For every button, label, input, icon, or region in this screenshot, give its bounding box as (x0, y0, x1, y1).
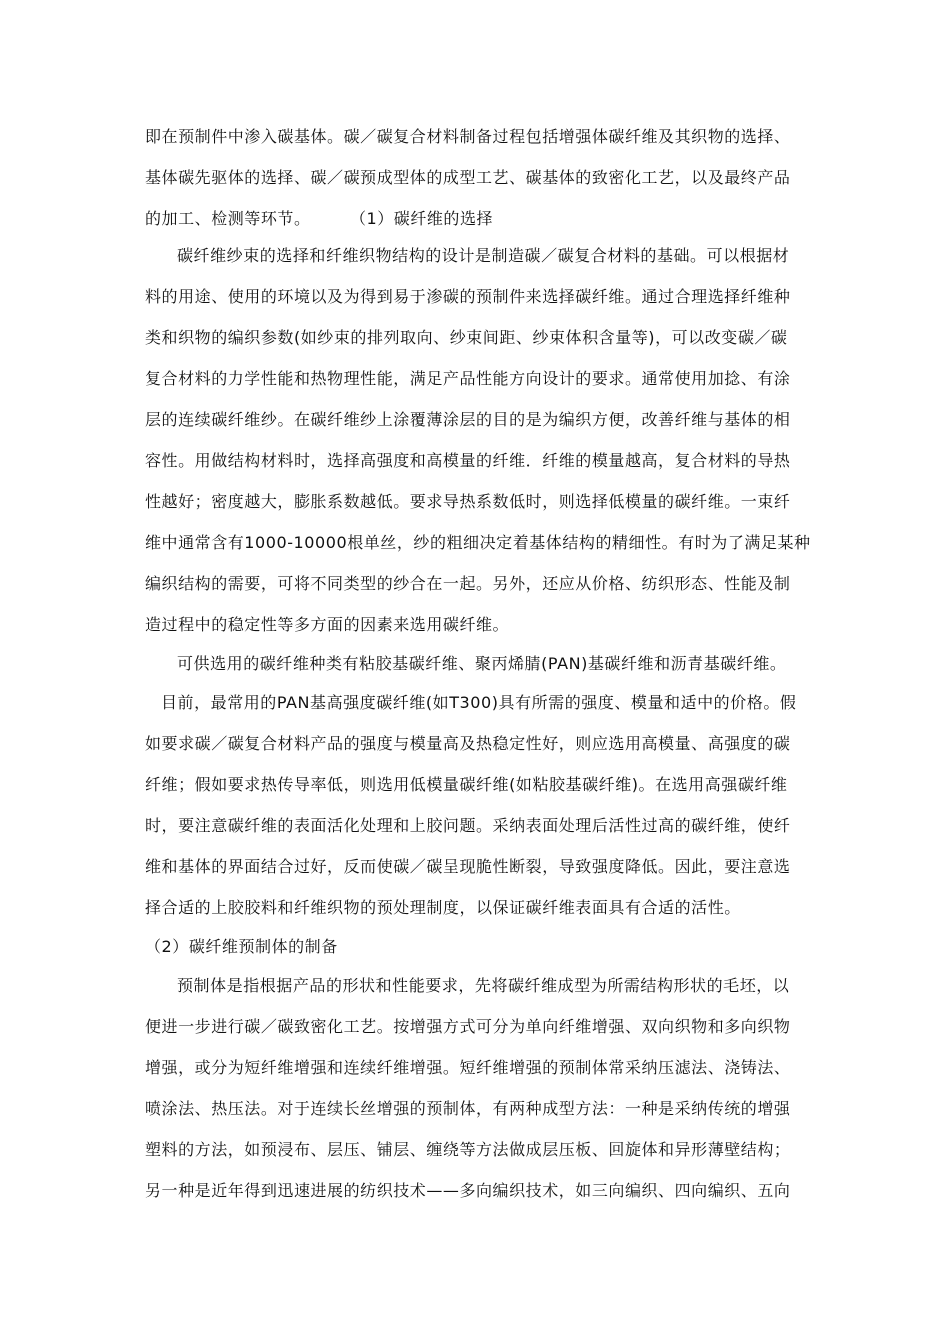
text-line: 编织结构的需要，可将不同类型的纱合在一起。另外，还应从价格、纺织形态、性能及制 (145, 574, 791, 593)
text-line: 性越好；密度越大，膨胀系数越低。要求导热系数低时，则选择低模量的碳纤维。一束纤 (145, 492, 791, 511)
text-line: 便进一步进行碳／碳致密化工艺。按增强方式可分为单向纤维增强、双向织物和多向织物 (145, 1017, 791, 1036)
text-line: 喷涂法、热压法。对于连续长丝增强的预制体，有两种成型方法：一种是采纳传统的增强 (145, 1099, 791, 1118)
text-line: 容性。用做结构材料时，选择高强度和高模量的纤维．纤维的模量越高，复合材料的导热 (145, 451, 791, 470)
text-line: 料的用途、使用的环境以及为得到易于渗碳的预制件来选择碳纤维。通过合理选择纤维种 (145, 287, 791, 306)
text-line: 纤维；假如要求热传导率低，则选用低模量碳纤维(如粘胶基碳纤维)。在选用高强碳纤维 (145, 775, 788, 794)
paragraph-start-line: 碳纤维纱束的选择和纤维织物结构的设计是制造碳／碳复合材料的基础。可以根据材 (177, 246, 790, 265)
text-line: 复合材料的力学性能和热物理性能，满足产品性能方向设计的要求。通常使用加捻、有涂 (145, 369, 791, 388)
text-line: 的加工、检测等环节。 （1）碳纤维的选择 (145, 209, 494, 228)
paragraph-start-line: 可供选用的碳纤维种类有粘胶基碳纤维、聚丙烯腈(PAN)基碳纤维和沥青基碳纤维。 (177, 654, 787, 673)
text-line: 层的连续碳纤维纱。在碳纤维纱上涂覆薄涂层的目的是为编织方便，改善纤维与基体的相 (145, 410, 791, 429)
paragraph-start-line: 预制体是指根据产品的形状和性能要求，先将碳纤维成型为所需结构形状的毛坯，以 (177, 976, 790, 995)
text-line: 塑料的方法，如预浸布、层压、铺层、缠绕等方法做成层压板、回旋体和异形薄壁结构； (145, 1140, 791, 1159)
text-line: 造过程中的稳定性等多方面的因素来选用碳纤维。 (145, 615, 510, 634)
section-heading: （2）碳纤维预制体的制备 (145, 937, 338, 956)
text-line: 目前，最常用的PAN基高强度碳纤维(如T300)具有所需的强度、模量和适中的价格。假 (161, 693, 797, 712)
text-line: 维和基体的界面结合过好，反而使碳／碳呈现脆性断裂，导致强度降低。因此，要注意选 (145, 857, 791, 876)
text-line: 类和织物的编织参数(如纱束的排列取向、纱束间距、纱束体积含量等)，可以改变碳／碳 (145, 328, 788, 347)
text-line: 时，要注意碳纤维的表面活化处理和上胶问题。采纳表面处理后活性过高的碳纤维，使纤 (145, 816, 791, 835)
text-line: 维中通常含有1000-10000根单丝，纱的粗细决定着基体结构的精细性。有时为了满足某种 (145, 533, 811, 552)
text-line: 如要求碳／碳复合材料产品的强度与模量高及热稳定性好，则应选用高模量、高强度的碳 (145, 734, 791, 753)
text-line: 择合适的上胶胶料和纤维织物的预处理制度，以保证碳纤维表面具有合适的活性。 (145, 898, 741, 917)
text-line: 另一种是近年得到迅速进展的纺织技术——多向编织技术，如三向编织、四向编织、五向 (145, 1181, 791, 1200)
text-line: 即在预制件中渗入碳基体。碳／碳复合材料制备过程包括增强体碳纤维及其织物的选择、 (145, 127, 791, 146)
text-line: 基体碳先驱体的选择、碳／碳预成型体的成型工艺、碳基体的致密化工艺，以及最终产品 (145, 168, 791, 187)
text-line: 增强，或分为短纤维增强和连续纤维增强。短纤维增强的预制体常采纳压滤法、浇铸法、 (145, 1058, 791, 1077)
